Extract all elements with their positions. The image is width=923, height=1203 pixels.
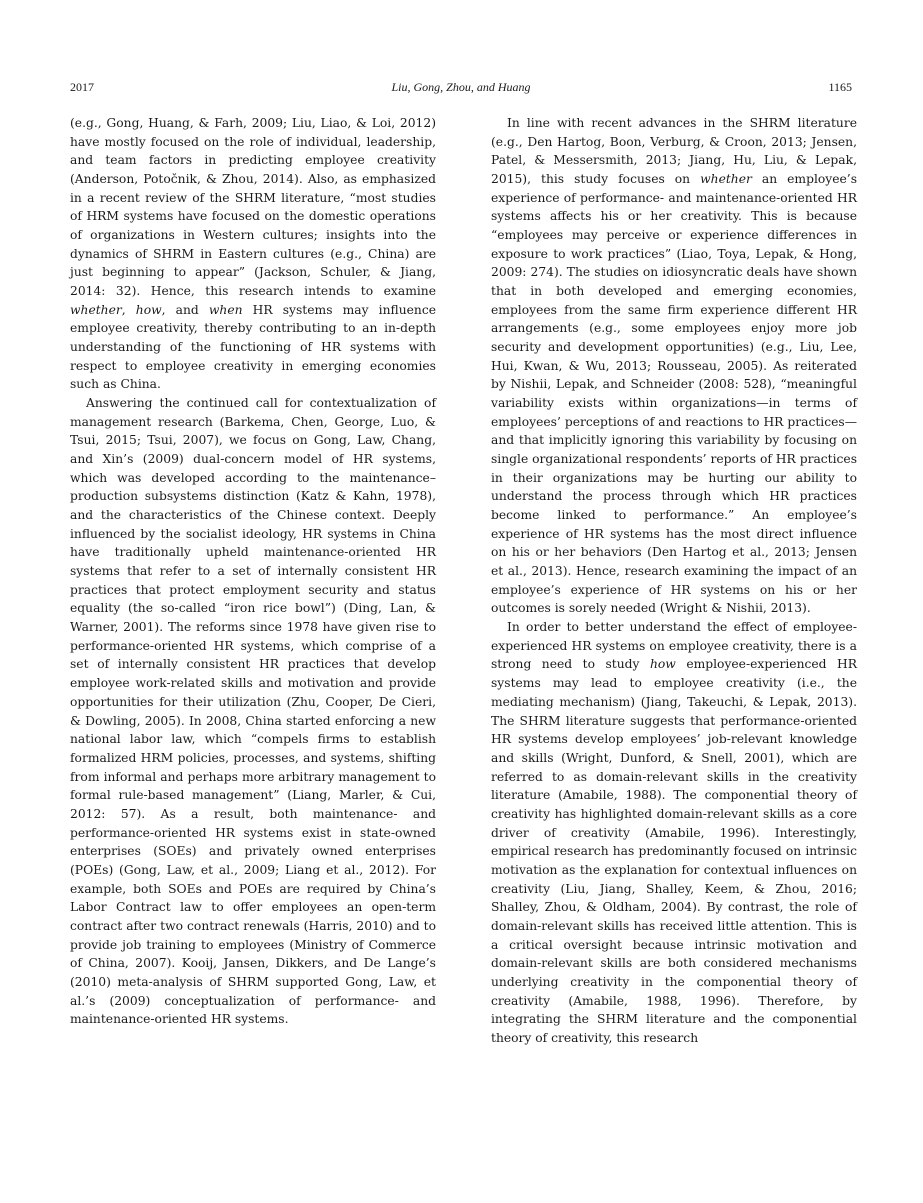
text-run: In order to better understand the effect of employee-experienced HR systems on employee creativity, there is a strong need to study	[491, 620, 857, 672]
right-paragraph-1	[491, 114, 857, 618]
text-run: HR systems may influence employee creativity, thereby contributing to an in-depth understanding of the functioning of HR systems with respect to employee creativity in emerging economies such as China.	[70, 302, 436, 392]
emphasis-how: how	[649, 657, 676, 672]
emphasis-when: when	[208, 302, 243, 317]
left-column	[70, 114, 436, 1029]
running-authors: Liu, Gong, Zhou, and Huang	[391, 80, 531, 94]
left-paragraph-1	[70, 114, 436, 394]
text-run: , and	[161, 302, 209, 317]
right-paragraph-2	[491, 618, 857, 1047]
page-number: 1165	[828, 80, 852, 94]
text-run: (e.g., Gong, Huang, & Farh, 2009; Liu, Liao, & Loi, 2012) have mostly focused on the role of individual, leadership, and team factors in predicting employee creativity (Anderson, Potočnik, & Zhou, 2014). Also, as emphasized in a recent review of the SHRM literature, “most studies of HRM systems have focused on the domestic operations of organizations in Western cultures; insights into the dynamics of SHRM in Eastern cultures (e.g., China) are just beginning to appear” (Jackson, Schuler, & Jiang, 2014: 32). Hence, this research intends to examine	[70, 116, 436, 299]
left-paragraph-2: Answering the continued call for contextualization of management research (Barkema, Chen, George, Luo, & Tsui, 2015; Tsui, 2007), we focus on Gong, Law, Chang, and Xin’s (2009) dual-concern model of HR systems, which was developed according to the maintenance–production subsystems distinction (Katz & Kahn, 1978), and the characteristics of the Chinese context. Deeply influenced by the socialist ideology, HR systems in China have traditionally upheld maintenance-oriented HR systems that refer to a set of internally consistent HR practices that protect employment security and status equality (the so-called “iron rice bowl”) (Ding, Lan, & Warner, 2001). The reforms since 1978 have given rise to performance-oriented HR systems, which comprise of a set of internally consistent HR practices that develop employee work-related skills and motivation and provide opportunities for their utilization (Zhu, Cooper, De Cieri, & Dowling, 2005). In 2008, China started enforcing a new national labor law, which “compels firms to establish formalized HRM policies, processes, and systems, shifting from informal and perhaps more arbitrary management to formal rule-based management” (Liang, Marler, & Cui, 2012: 57). As a result, both maintenance- and performance-oriented HR systems exist in state-owned enterprises (SOEs) and privately owned enterprises (POEs) (Gong, Law, et al., 2009; Liang et al., 2012). For example, both SOEs and POEs are required by China’s Labor Contract law to offer employees an open-term contract after two contract renewals (Harris, 2010) and to provide job training to employees (Ministry of Commerce of China, 2007). Kooij, Jansen, Dikkers, and De Lange’s (2010) meta-analysis of SHRM supported Gong, Law, et al.’s (2009) conceptualization of performance- and maintenance-oriented HR systems.	[70, 396, 436, 1027]
emphasis-whether: whether	[700, 172, 752, 187]
text-run: employee-experienced HR systems may lead to employee creativity (i.e., the mediating mechanism) (Jiang, Takeuchi, & Lepak, 2013). The SHRM literature suggests that performance-oriented HR systems develop employees’ job-relevant knowledge and skills (Wright, Dunford, & Snell, 2001), which are referred to as domain-relevant skills in the creativity literature (Amabile, 1988). The componential theory of creativity has highlighted domain-relevant skills as a core driver of creativity (Amabile, 1996). Interestingly, empirical research has predominantly focused on intrinsic motivation as the explanation for contextual influences on creativity (Liu, Jiang, Shalley, Keem, & Zhou, 2016; Shalley, Zhou, & Oldham, 2004). By contrast, the role of domain-relevant skills has received little attention. This is a critical oversight because intrinsic motivation and domain-relevant skills are both considered mechanisms underlying creativity in the componential theory of creativity (Amabile, 1988, 1996). Therefore, by integrating the SHRM literature and the componential theory of creativity, this research	[491, 657, 857, 1045]
emphasis-how: how	[135, 302, 162, 317]
text-run: In line with recent advances in the SHRM literature (e.g., Den Hartog, Boon, Verburg, & Croon, 2013; Jensen, Patel, & Messersmith, 2013; Jiang, Hu, Liu, & Lepak, 2015), this study focuses on	[491, 116, 857, 187]
journal-year: 2017	[70, 80, 94, 94]
text-run: an employee’s experience of performance- and maintenance-oriented HR systems affects his or her creativity. This is because “employees may perceive or experience differences in exposure to work practices” (Liao, Toya, Lepak, & Hong, 2009: 274). The studies on idiosyncratic deals have shown that in both developed and emerging economies, employees from the same firm experience different HR arrangements (e.g., some employees enjoy more job security and development opportunities) (e.g., Liu, Lee, Hui, Kwan, & Wu, 2013; Rousseau, 2005). As reiterated by Nishii, Lepak, and Schneider (2008: 528), “meaningful variability exists within organizations—in terms of employees’ perceptions of and reactions to HR practices—and that implicitly ignoring this variability by focusing on single organizational respondents’ reports of HR practices in their organizations may be hurting our ability to understand the process through which HR practices become linked to performance.” An employee’s experience of HR systems has the most direct influence on his or her behaviors (Den Hartog et al., 2013; Jensen et al., 2013). Hence, research examining the impact of an employee’s experience of HR systems on his or her outcomes is sorely needed (Wright & Nishii, 2013).	[491, 172, 858, 616]
running-header	[70, 80, 852, 96]
right-column	[491, 114, 857, 1048]
emphasis-whether: whether	[70, 302, 122, 317]
text-run: ,	[121, 302, 136, 317]
